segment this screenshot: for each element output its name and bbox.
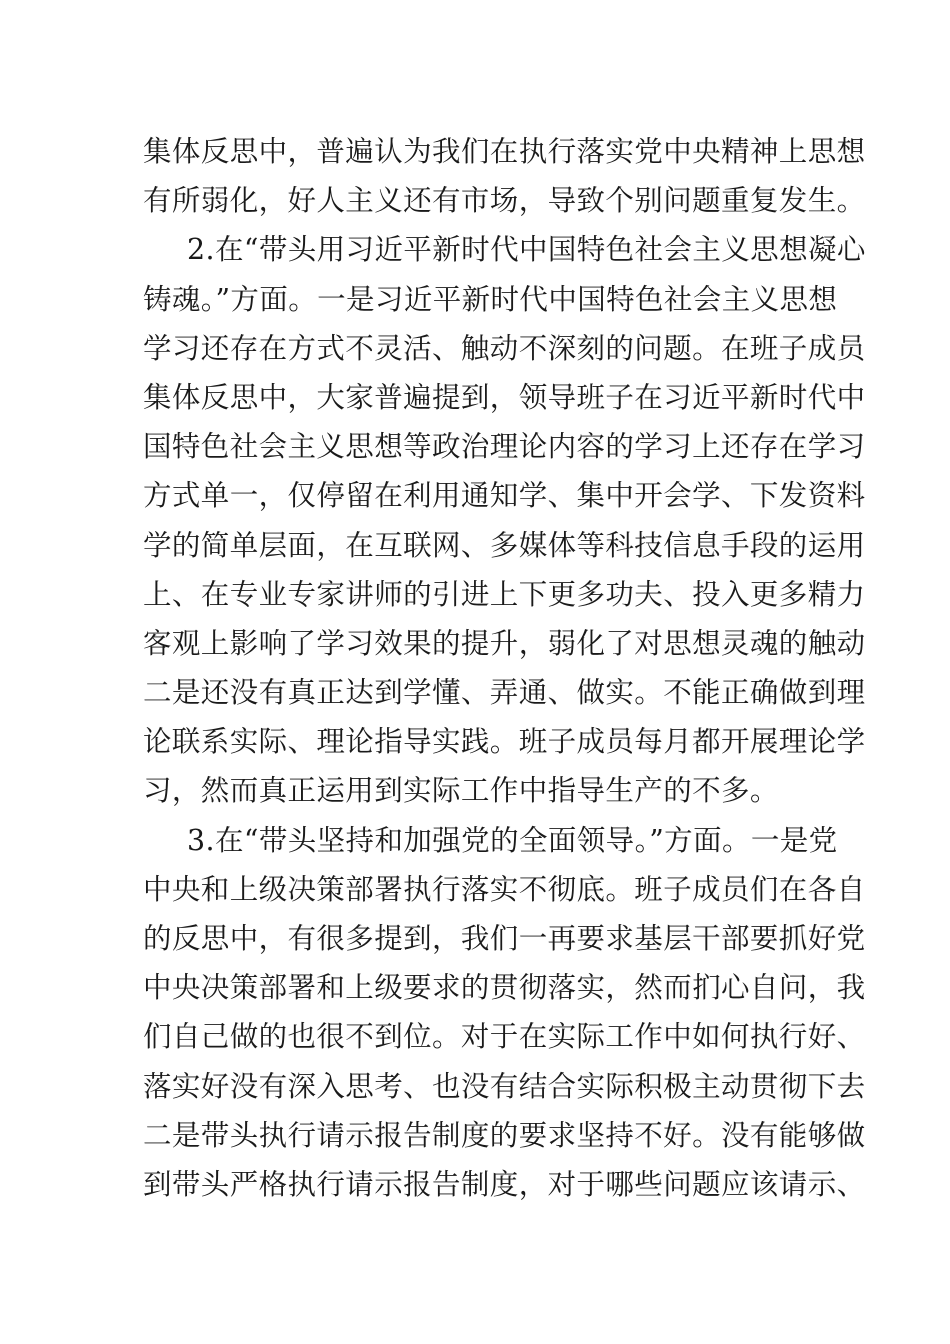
text-line: 的反思中，有很多提到，我们一再要求基层干部要抓好党 [143, 922, 866, 955]
text-line: 到带头严格执行请示报告制度，对于哪些问题应该请示、 [143, 1167, 866, 1201]
text-line: 国特色社会主义思想等政治理论内容的学习上还存在学习 [143, 430, 866, 464]
text-line: 集体反思中，普遍认为我们在执行落实党中央精神上思想 [143, 135, 866, 168]
text-line: 二是还没有真正达到学懂、弄通、做实。不能正确做到理 [143, 676, 866, 710]
text-line: 方式单一，仅停留在利用通知学、集中开会学、下发资料 [143, 479, 866, 513]
text-line: 客观上影响了学习效果的提升，弱化了对思想灵魂的触动 [143, 626, 866, 660]
section-heading-line: 2.在“带头用习近平新时代中国特色社会主义思想凝心 [187, 233, 866, 267]
text-line: 们自己做的也很不到位。对于在实际工作中如何执行好、 [143, 1020, 866, 1054]
text-line: 集体反思中，大家普遍提到，领导班子在习近平新时代中 [143, 380, 866, 414]
text-line: 习，然而真正运用到实际工作中指导生产的不多。 [143, 774, 779, 808]
text-line: 论联系实际、理论指导实践。班子成员每月都开展理论学 [143, 725, 866, 759]
text-line: 二是带头执行请示报告制度的要求坚持不好。没有能够做 [143, 1118, 866, 1152]
text-line: 中央和上级决策部署执行落实不彻底。班子成员们在各自 [143, 872, 866, 906]
section-heading-line: 3.在“带头坚持和加强党的全面领导。”方面。一是党 [187, 823, 838, 857]
text-line: 上、在专业专家讲师的引进上下更多功夫、投入更多精力 [143, 577, 866, 611]
text-line: 铸魂。”方面。一是习近平新时代中国特色社会主义思想 [143, 282, 838, 316]
text-line: 学的简单层面，在互联网、多媒体等科技信息手段的运用 [143, 528, 866, 562]
text-line: 落实好没有深入思考、也没有结合实际积极主动贯彻下去 [143, 1069, 866, 1103]
text-line: 学习还存在方式不灵活、触动不深刻的问题。在班子成员 [143, 331, 866, 365]
text-line: 中央决策部署和上级要求的贯彻落实，然而扪心自问，我 [143, 971, 866, 1005]
body-text [143, 127, 866, 1209]
text-line: 有所弱化，好人主义还有市场，导致个别问题重复发生。 [143, 184, 866, 218]
